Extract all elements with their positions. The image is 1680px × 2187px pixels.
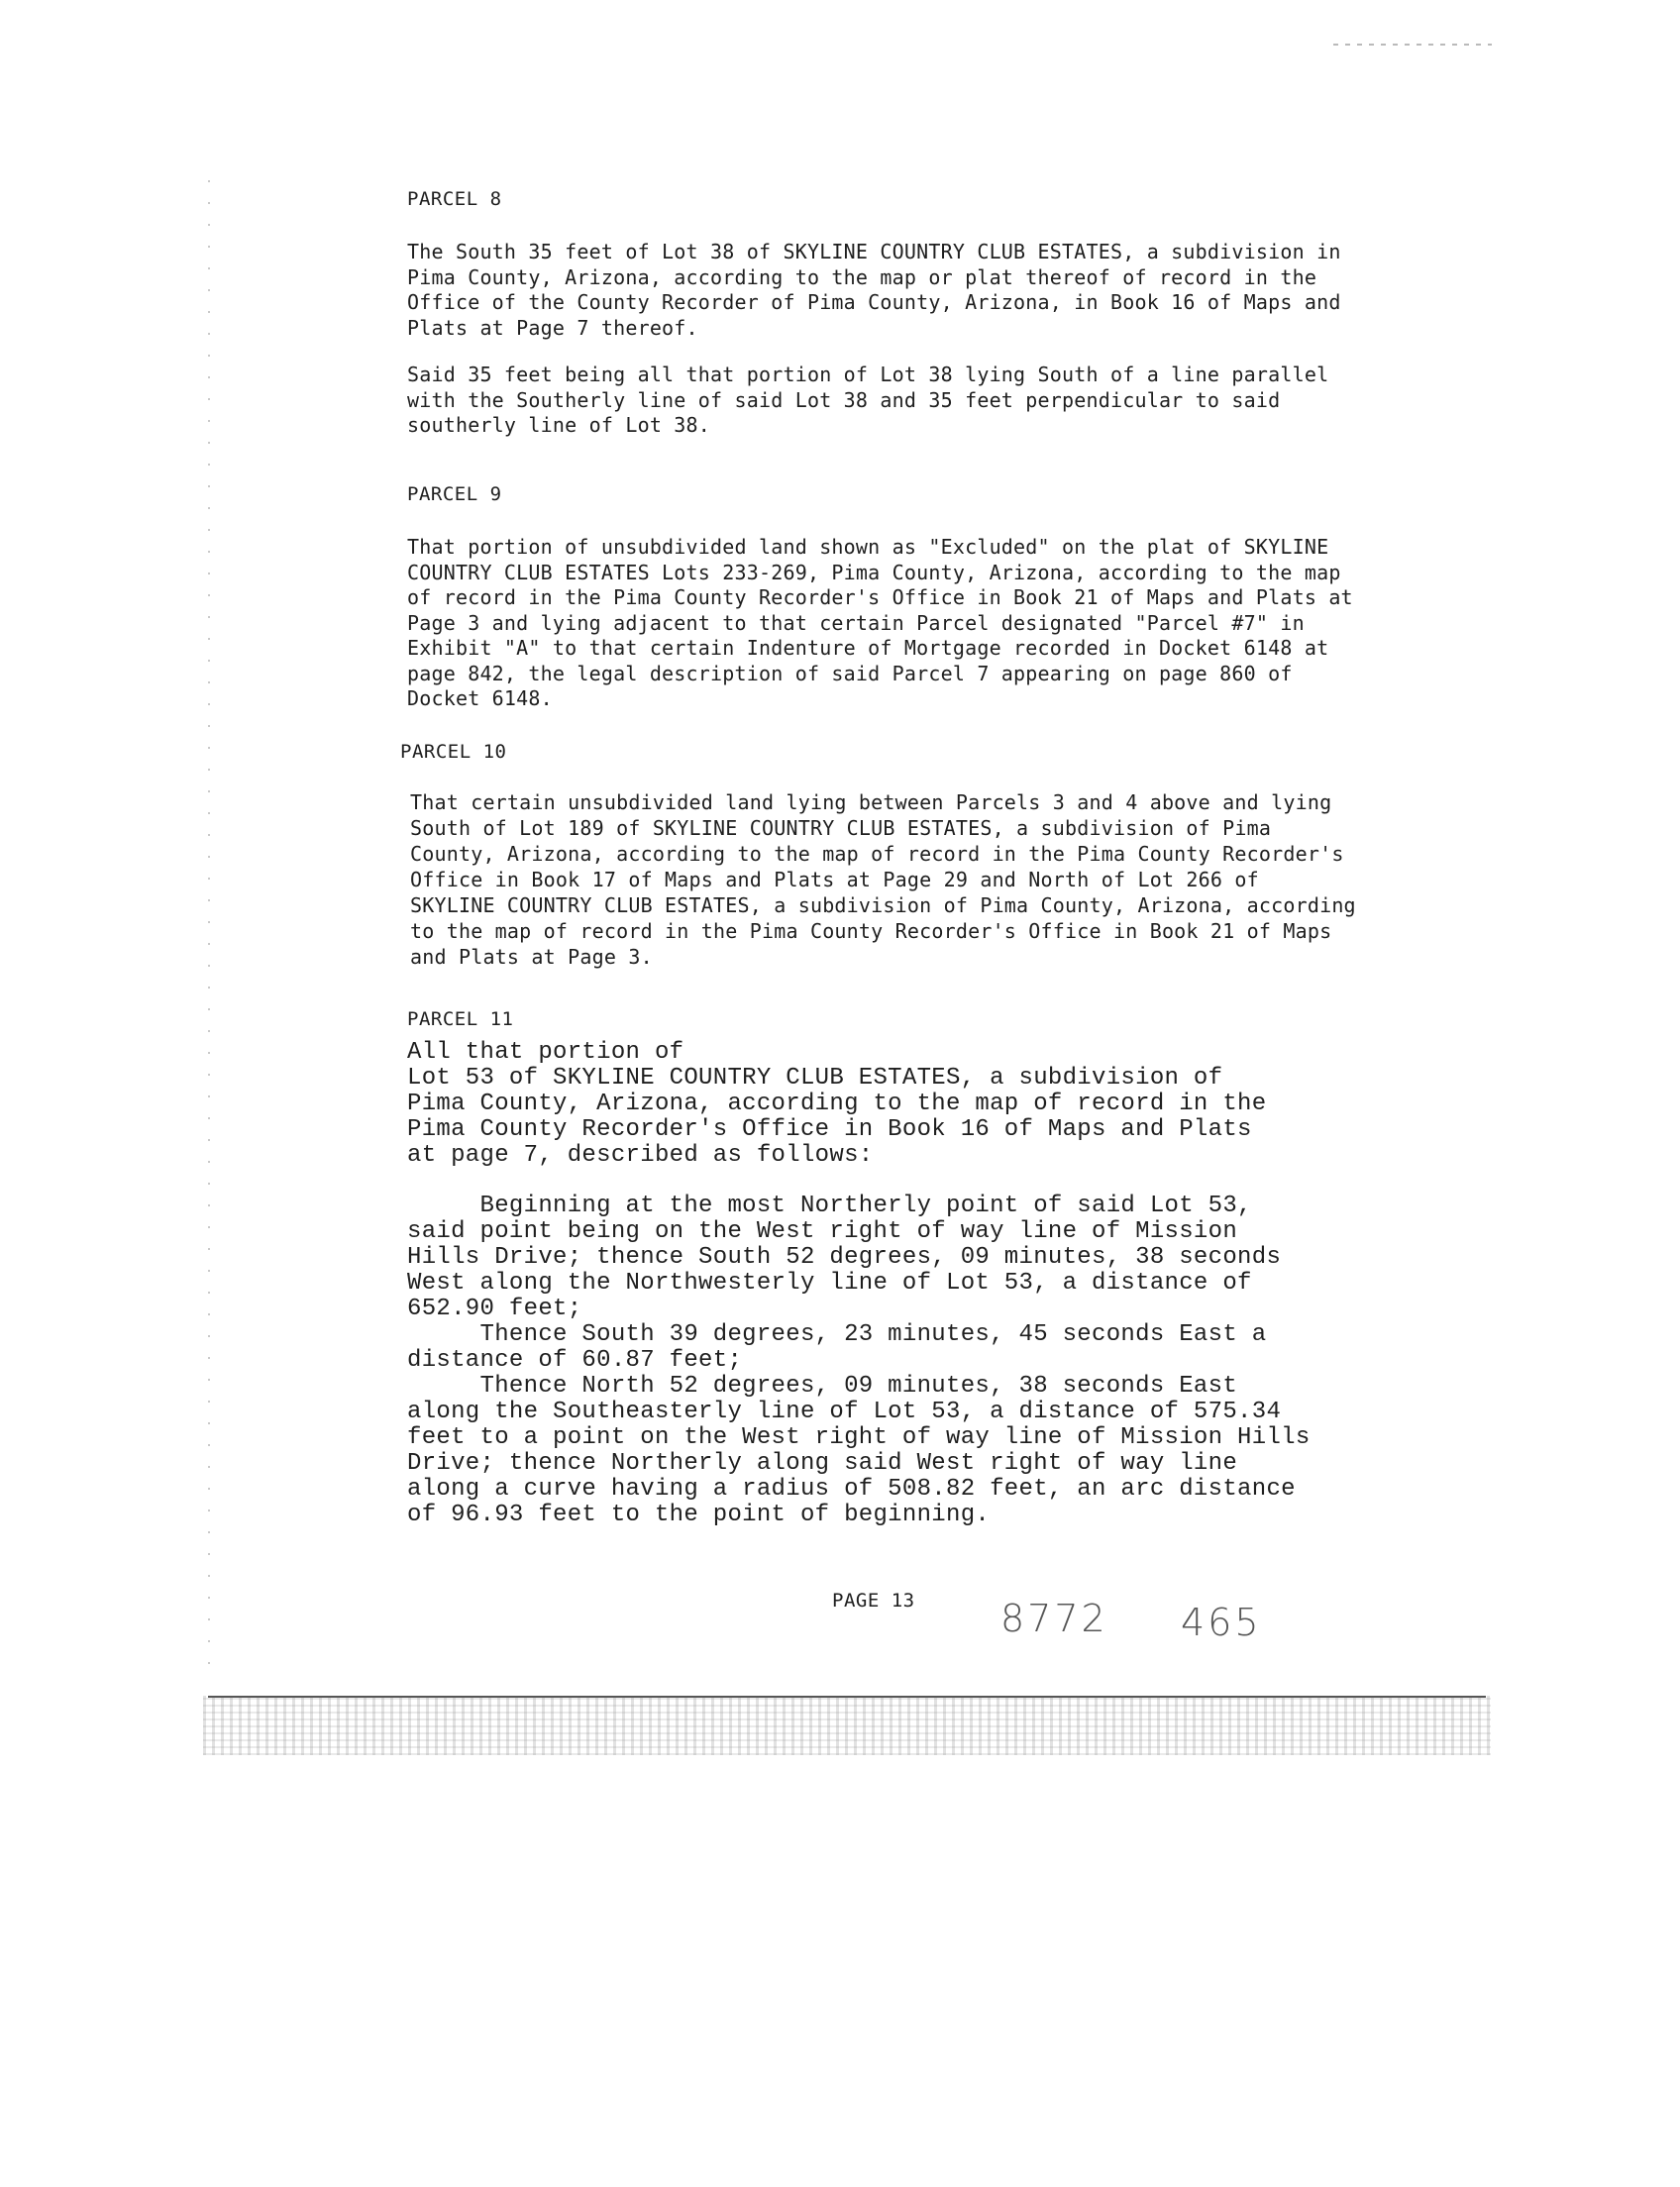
docket-number-stamp: 8772	[1000, 1597, 1108, 1640]
scan-noise-band	[203, 1696, 1491, 1755]
parcel-8-paragraph-1: The South 35 feet of Lot 38 of SKYLINE COUNTRY CLUB ESTATES, a subdivision in Pima County, Arizona, according to the map or plat thereof of record in the Office of the County Recorder of Pima County, Arizona, in Book 16 of Maps and Plats at Page 7 thereof.	[407, 240, 1341, 340]
parcel-10-paragraph: That certain unsubdivided land lying between Parcels 3 and 4 above and lying South of Lot 189 of SKYLINE COUNTRY CLUB ESTATES, a subdivision of Pima County, Arizona, according to the map of record in the Pima County Recorder's Office in Book 17 of Maps and Plats at Page 29 and North of Lot 266 of SKYLINE COUNTRY CLUB ESTATES, a subdivision of Pima County, Arizona, according to the map of record in the Pima County Recorder's Office in Book 21 of Maps and Plats at Page 3.	[410, 790, 1356, 969]
parcel-11-description: Beginning at the most Northerly point of said Lot 53, said point being on the West right of way line of Mission Hills Drive; thence South 52 degrees, 09 minutes, 38 seconds West along the Northwesterly line of Lot 53, a distance of 652.90 feet; Thence South 39 degrees, 23 minutes, 45 seconds East a distance of 60.87 feet; Thence North 52 degrees, 09 minutes, 38 seconds East along the Southeasterly line of Lot 53, a distance of 575.34 feet to a point on the West right of way line of Mission Hills Drive; thence Northerly along said West right of way line along a curve having a radius of 508.82 feet, an arc distance of 96.93 feet to the point of beginning.	[407, 1193, 1311, 1528]
scan-artifact-top	[1333, 44, 1492, 46]
page-label: PAGE 13	[832, 1590, 915, 1612]
parcel-11-heading: PARCEL 11	[407, 1008, 514, 1030]
parcel-9-paragraph: That portion of unsubdivided land shown as "Excluded" on the plat of SKYLINE COUNTRY CLUB ESTATES Lots 233-269, Pima County, Arizona, according to the map of record in the Pima County Recorder's Office in Book 21 of Maps and Plats at Page 3 and lying adjacent to that certain Parcel designated "Parcel #7" in Exhibit "A" to that certain Indenture of Mortgage recorded in Docket 6148 at page 842, the legal description of said Parcel 7 appearing on page 860 of Docket 6148.	[407, 535, 1353, 710]
parcel-9-heading: PARCEL 9	[407, 483, 502, 505]
page-number-stamp: 465	[1181, 1601, 1262, 1644]
parcel-10-heading: PARCEL 10	[400, 741, 507, 763]
parcel-8-paragraph-2: Said 35 feet being all that portion of Lot 38 lying South of a line parallel with the Southerly line of said Lot 38 and 35 feet perpendicular to said southerly line of Lot 38.	[407, 363, 1329, 437]
scan-margin-artifact	[208, 178, 210, 1664]
parcel-11-intro: All that portion of Lot 53 of SKYLINE COUNTRY CLUB ESTATES, a subdivision of Pima County, Arizona, according to the map of record in the Pima County Recorder's Office in Book 16 of Maps and Plats at page 7, described as follows:	[407, 1039, 1267, 1169]
parcel-8-heading: PARCEL 8	[407, 188, 502, 210]
